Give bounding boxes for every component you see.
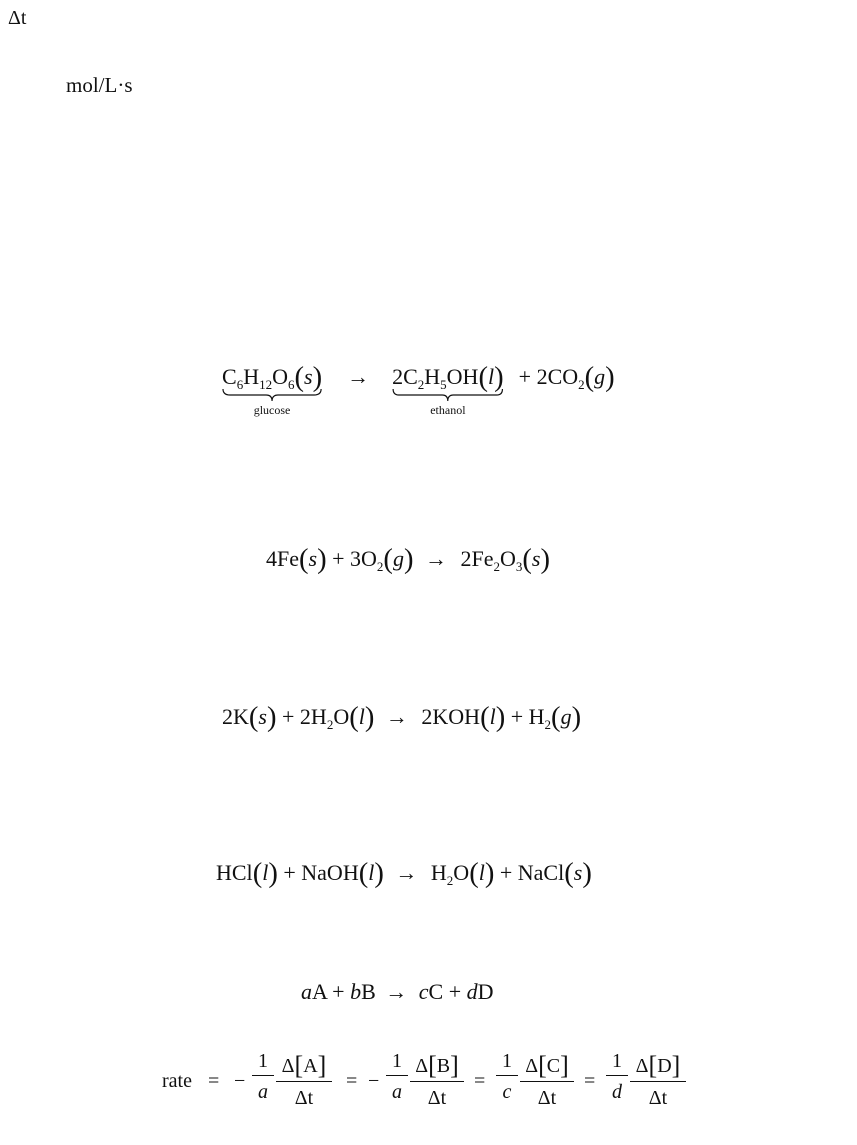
equation-general-reaction <box>301 981 494 1003</box>
equation-text: $2K(s) + 2H_2O(l) \to 2KOH(l) + H_2(g)$ <box>222 702 582 733</box>
fraction-delta-b: Δ[B] Δt <box>410 1051 464 1108</box>
equals-sign: = <box>474 1070 486 1092</box>
equals-sign: = <box>584 1070 596 1092</box>
glucose-label: glucose <box>253 403 291 417</box>
equation-text: aA + bB → cC + dD <box>301 979 494 1004</box>
equals-sign: = <box>346 1070 358 1092</box>
ethanol-label: ethanol <box>430 403 466 417</box>
rate-law-expression <box>162 1045 702 1115</box>
equation-text: $4Fe(s) + 3O_2(g) \to 2Fe_2O_3(s)$ <box>266 544 550 575</box>
minus-sign: − <box>234 1070 246 1092</box>
equation-glucose-fermentation: $C_6H_{12}O_6(s)$ glucose → $2C_2H_5OH(l)$ ethanol + $2CO_2(g)$ <box>222 362 615 417</box>
equals-sign: = <box>208 1070 220 1092</box>
glucose-group: $C_6H_{12}O_6(s)$ glucose <box>222 362 323 417</box>
fraction-delta-d: Δ[D] Δt <box>630 1051 686 1108</box>
equation-neutralization <box>216 858 592 887</box>
fraction-one-over-a: 1 a <box>252 1051 274 1102</box>
minus-sign: − <box>368 1070 380 1092</box>
rate-label: rate <box>162 1070 192 1092</box>
equation-iron-oxidation <box>266 544 550 573</box>
fraction-one-over-c: 1 c <box>496 1051 518 1102</box>
fraction-one-over-b: 1 a <box>386 1051 408 1102</box>
glucose-formula: $C_6H_{12}O_6$ <box>222 364 295 392</box>
fraction-delta-a: Δ[A] Δt <box>276 1051 332 1108</box>
equation-potassium-water <box>222 702 581 731</box>
ethanol-formula: $2C_2H_5OH$ <box>392 364 479 392</box>
ethanol-group: $2C_2H_5OH(l)$ ethanol <box>392 362 504 417</box>
underbrace-glucose-icon <box>222 388 322 402</box>
fraction-delta-c: Δ[C] Δt <box>520 1051 574 1108</box>
carbon-dioxide-formula: $2CO_2$ <box>536 364 585 392</box>
rate-unit: mol/L·s <box>66 73 133 97</box>
equation-text: HCl(l) + NaOH(l) → $H_2O(l)$ + NaCl(s) <box>216 858 592 889</box>
reaction-arrow: → <box>347 364 370 389</box>
fraction-one-over-d: 1 d <box>606 1051 628 1102</box>
delta-t-symbol: Δt <box>8 7 27 29</box>
underbrace-ethanol-icon <box>392 388 504 402</box>
plus-sign: + <box>518 364 532 389</box>
